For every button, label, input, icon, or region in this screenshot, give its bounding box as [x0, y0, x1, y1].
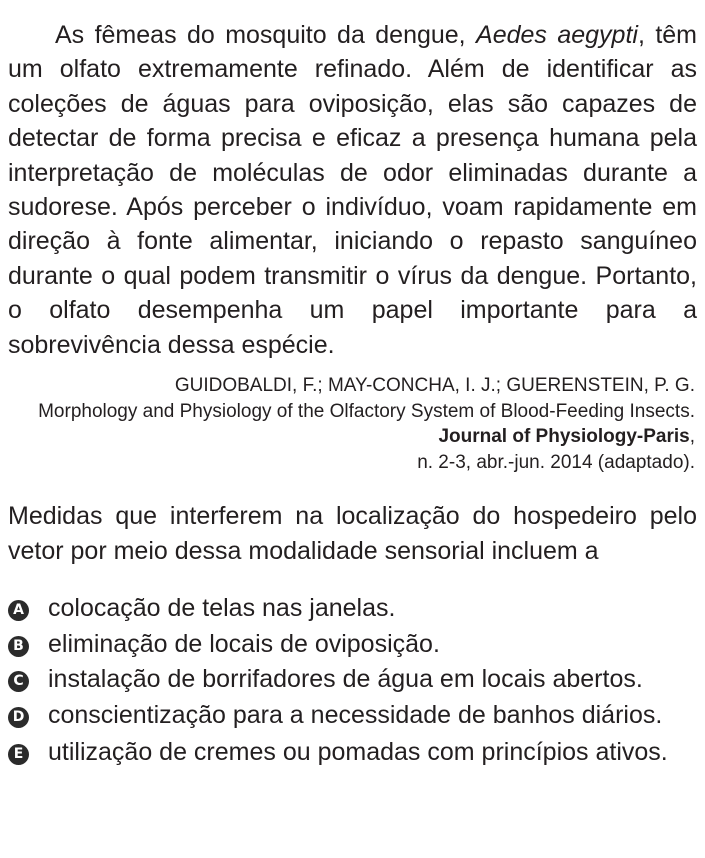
option-letter-d-icon: D [8, 707, 29, 728]
citation-title-line [8, 399, 695, 450]
option-text-e: utilização de cremes ou pomadas com princípios ativos. [48, 738, 668, 767]
option-a[interactable] [8, 593, 697, 625]
option-text-d: conscientização para a necessidade de banhos diários. [48, 700, 663, 729]
passage [8, 18, 697, 362]
option-c[interactable] [8, 664, 697, 696]
citation-authors: GUIDOBALDI, F.; MAY-CONCHA, I. J.; GUERENSTEIN, P. G. [174, 375, 695, 397]
option-b[interactable] [8, 629, 697, 661]
citation [8, 373, 695, 475]
option-letter-a-icon: A [8, 600, 29, 621]
passage-intro: As fêmeas do mosquito da dengue, [55, 21, 477, 49]
option-text-a: colocação de telas nas janelas. [48, 594, 396, 623]
answer-options [8, 593, 697, 769]
question-prompt: Medidas que interferem na localização do hospedeiro pelo vetor por meio dessa modalidade sensorial incluem a [8, 502, 697, 565]
option-letter-c-icon: C [8, 671, 29, 692]
option-text-c: instalação de borrifadores de água em locais abertos. [48, 665, 643, 694]
option-letter-e-icon: E [8, 744, 29, 765]
species-name: Aedes aegypti [476, 21, 638, 49]
citation-journal: Journal of Physiology-Paris [438, 426, 690, 448]
citation-details: n. 2-3, abr.-jun. 2014 (adaptado). [417, 451, 695, 473]
option-d[interactable] [8, 700, 697, 732]
option-e[interactable] [8, 737, 697, 769]
passage-body: , têm um olfato extremamente refinado. Além de identificar as coleções de águas para oviposição, elas são capazes de detectar de forma precisa e eficaz a presença humana pela interpretação de moléculas de odor eliminadas durante a sudorese. Após perceber o indivíduo, voam rapidamente em direção à fonte alimentar, iniciando o repasto sanguíneo durante o qual podem transmitir o vírus da dengue. Portanto, o olfato desempenha um papel importante para a sobrevivência dessa espécie. [8, 21, 697, 359]
citation-comma: , [689, 426, 695, 448]
citation-title: Morphology and Physiology of the Olfactory System of Blood-Feeding Insects. [38, 400, 695, 422]
option-letter-b-icon: B [8, 636, 29, 657]
option-text-b: eliminação de locais de oviposição. [48, 629, 440, 658]
